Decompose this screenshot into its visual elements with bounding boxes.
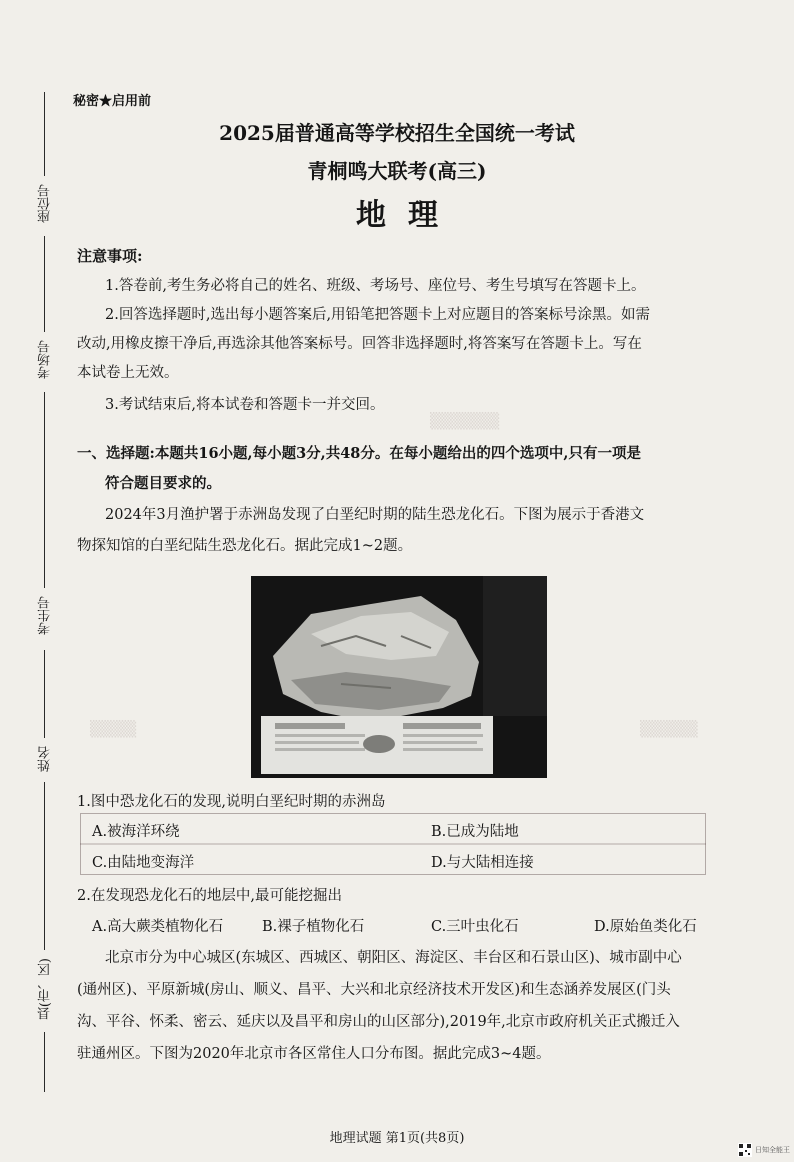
page-footer: 地理试题 第1页(共8页) — [329, 1131, 465, 1146]
notice-item: 3.考试结束后,将本试卷和答题卡一并交回。 — [105, 397, 385, 413]
question-1-option-d: D.与大陆相连接 — [431, 855, 534, 871]
bleed-through: ▒▒▒▒▒▒ — [430, 412, 500, 430]
notice-item: 改动,用橡皮擦干净后,再选涂其他答案标号。回答非选择题时,将答案写在答题卡上。写在 — [77, 336, 642, 352]
passage-text: 北京市分为中心城区(东城区、西城区、朝阳区、海淀区、丰台区和石景山区)、城市副中心 — [105, 950, 682, 966]
notice-item: 1.答卷前,考生务必将自己的姓名、班级、考场号、座位号、考生号填写在答题卡上。 — [105, 278, 646, 294]
candidate-number-label: 考生号 — [36, 592, 55, 639]
notice-item: 本试卷上无效。 — [77, 365, 179, 381]
question-2-option-d: D.原始鱼类化石 — [594, 919, 697, 935]
notice-heading: 注意事项: — [77, 247, 143, 265]
question-1-option-c: C.由陆地变海洋 — [92, 855, 195, 871]
exam-subtitle: 青桐鸣大联考(高三) — [307, 159, 487, 183]
bleed-through: ▒▒▒▒ — [90, 720, 137, 738]
qr-code-icon — [738, 1143, 752, 1157]
question-2-option-b: B.裸子植物化石 — [262, 919, 365, 935]
question-2-option-a: A.高大蕨类植物化石 — [92, 919, 224, 935]
exam-room-label: 考场号 — [36, 336, 55, 383]
section-heading: 一、选择题:本题共16小题,每小题3分,共48分。在每小题给出的四个选项中,只有一项是 — [77, 445, 641, 462]
passage-text: 2024年3月渔护署于赤洲岛发现了白垩纪时期的陆生恐龙化石。下图为展示于香港文 — [105, 507, 645, 523]
question-1-stem: 1.图中恐龙化石的发现,说明白垩纪时期的赤洲岛 — [77, 794, 386, 810]
exam-title: 2025届普通高等学校招生全国统一考试 — [219, 121, 575, 145]
notice-item: 2.回答选择题时,选出每小题答案后,用铅笔把答题卡上对应题目的答案标号涂黑。如需 — [105, 307, 651, 323]
seat-number-label: 座位号 — [36, 180, 55, 227]
fossil-illustration — [251, 576, 547, 778]
passage-text: 驻通州区。下图为2020年北京市各区常住人口分布图。据此完成3~4题。 — [77, 1046, 551, 1062]
subject-title: 地理 — [356, 198, 460, 233]
name-label: 姓名 — [36, 742, 55, 776]
confidential-mark: 秘密★启用前 — [73, 94, 152, 109]
passage-text: 物探知馆的白垩纪陆生恐龙化石。据此完成1~2题。 — [77, 538, 413, 554]
question-2-option-c: C.三叶虫化石 — [431, 919, 519, 935]
section-heading: 符合题目要求的。 — [105, 475, 221, 492]
question-2-stem: 2.在发现恐龙化石的地层中,最可能挖掘出 — [77, 888, 342, 904]
question-1-option-b: B.已成为陆地 — [431, 824, 519, 840]
scanner-watermark: 日知全能王 — [755, 1146, 790, 1154]
dinosaur-fossil-photo — [251, 576, 547, 778]
passage-text: (通州区)、平原新城(房山、顺义、昌平、大兴和北京经济技术开发区)和生态涵养发展区(门头 — [77, 982, 671, 998]
passage-text: 沟、平谷、怀柔、密云、延庆以及昌平和房山的山区部分),2019年,北京市政府机关正式搬迁入 — [77, 1014, 680, 1030]
county-label: 县(市、区) — [36, 954, 55, 1024]
question-1-option-a: A.被海洋环绕 — [92, 824, 180, 840]
bleed-through: ▒▒▒▒▒ — [640, 720, 698, 738]
